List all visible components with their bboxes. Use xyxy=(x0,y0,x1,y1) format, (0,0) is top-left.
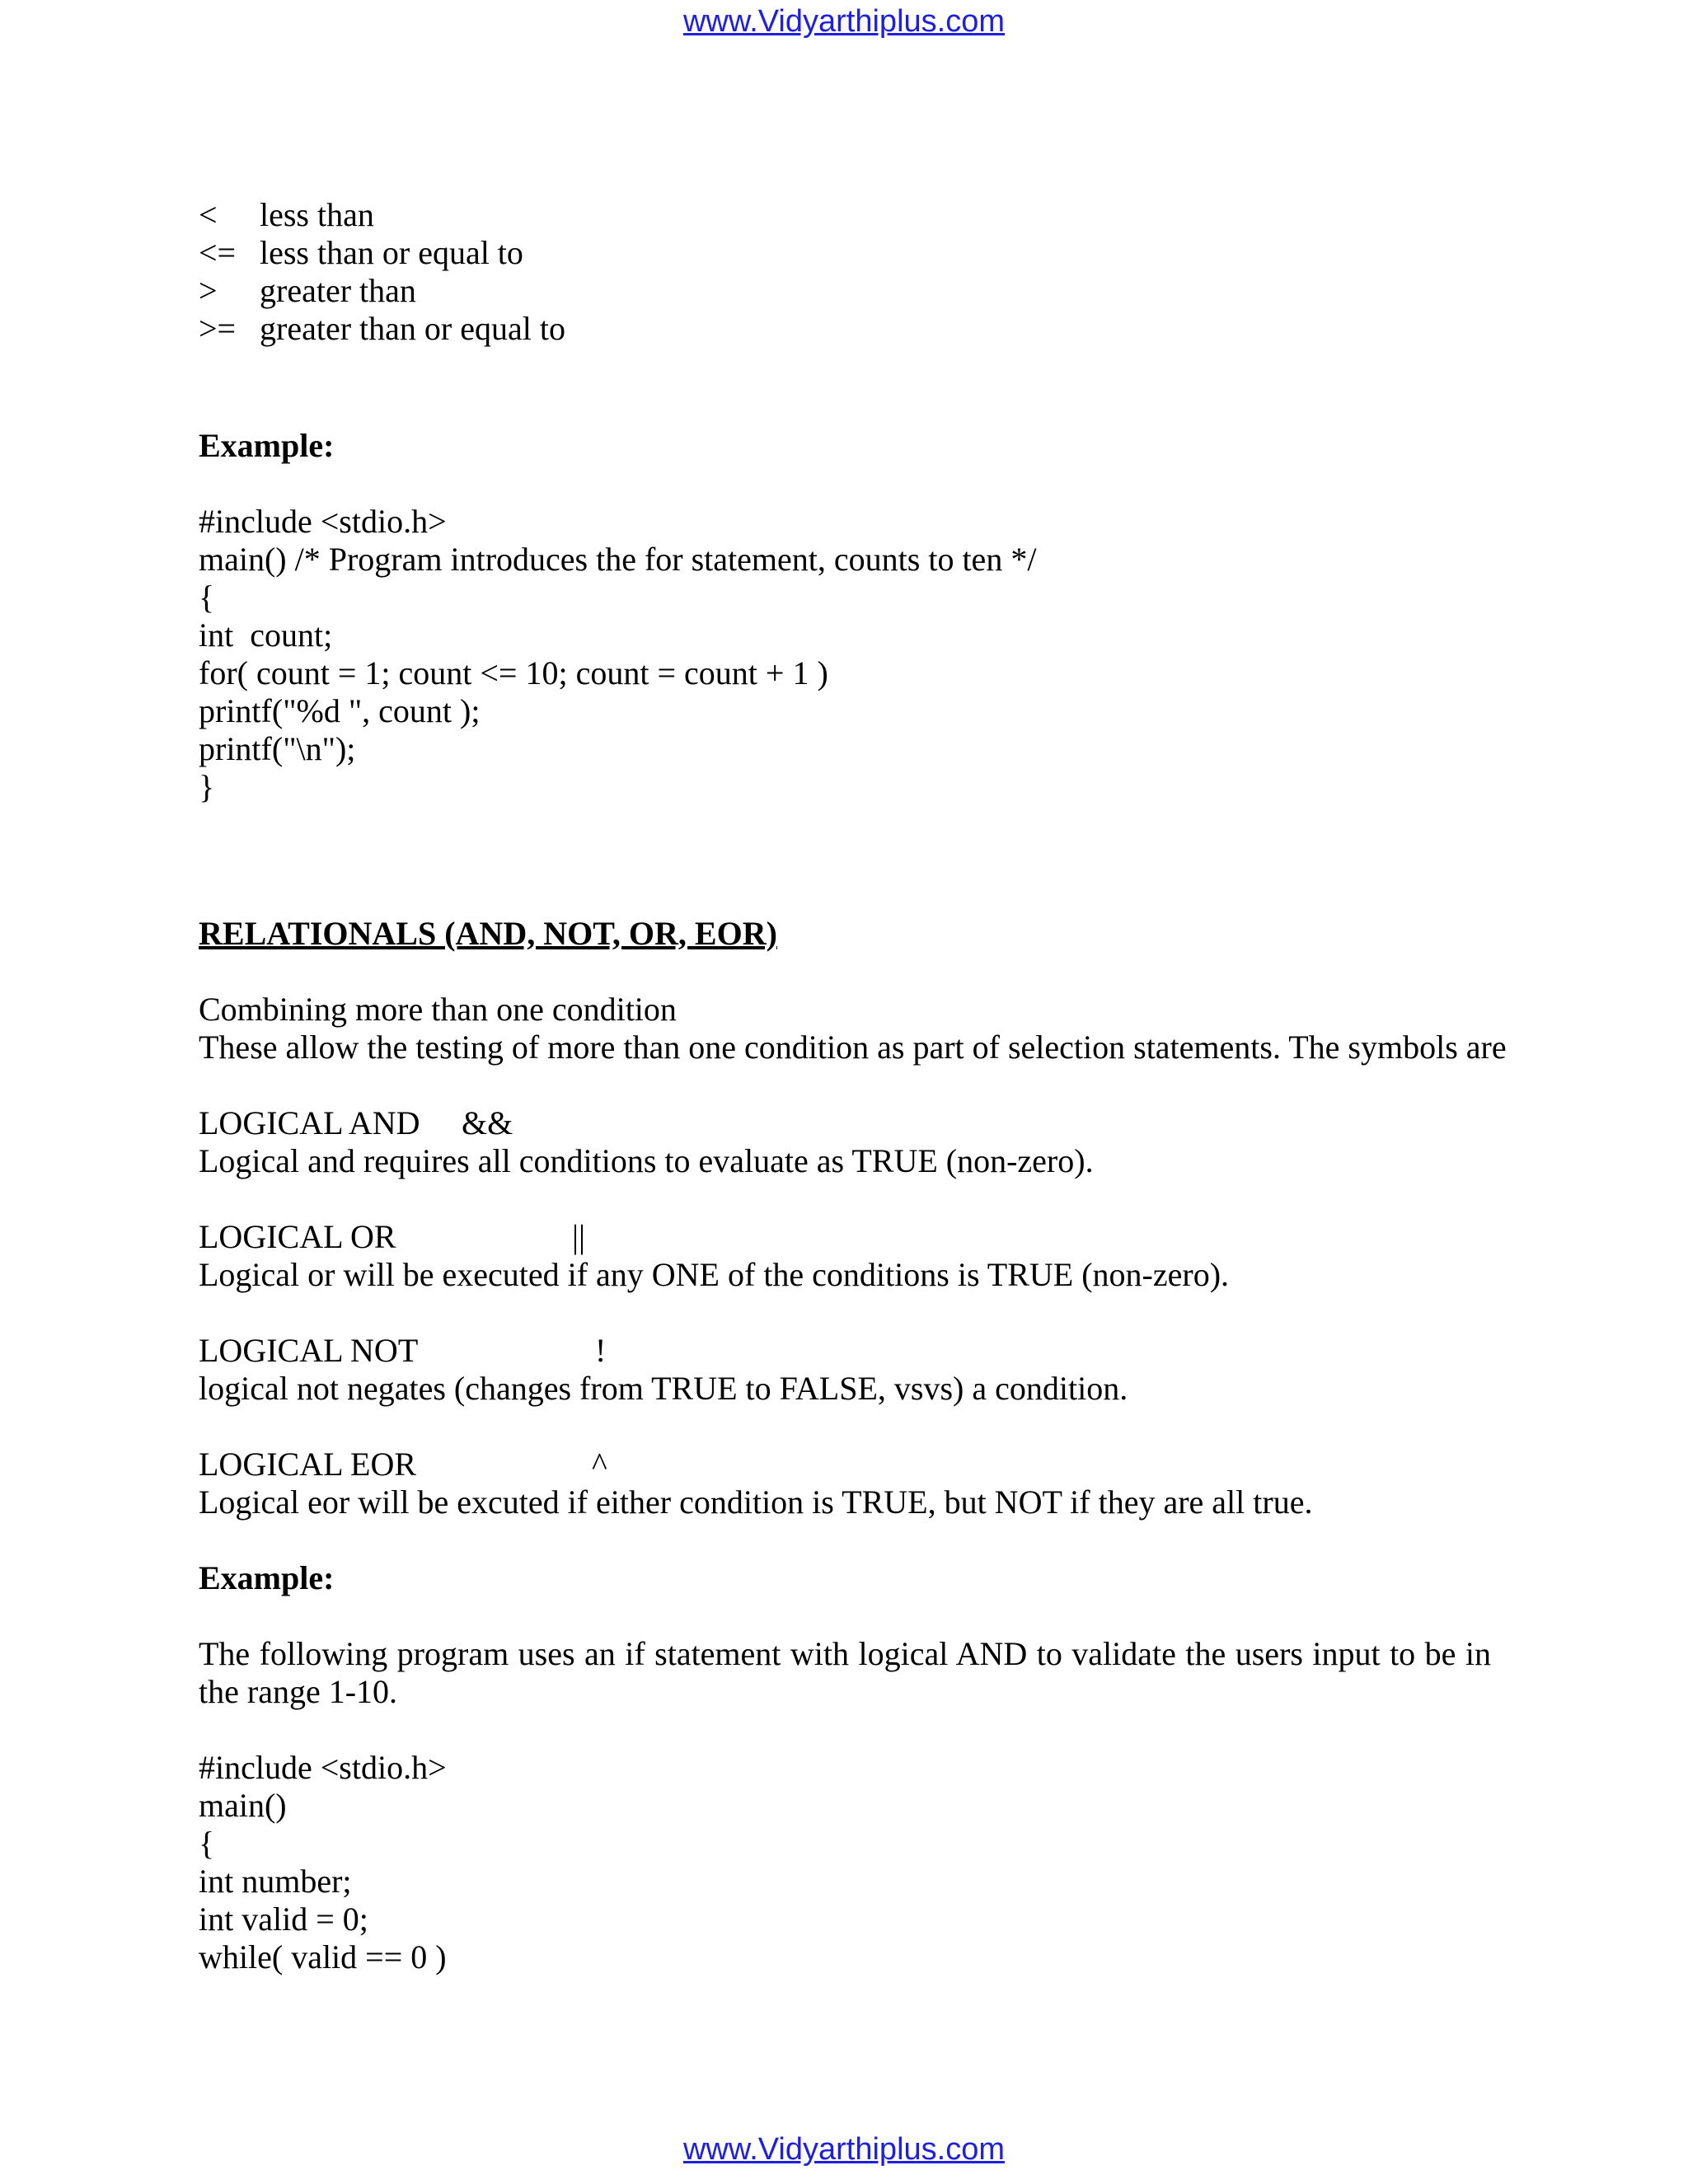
code-line: { xyxy=(199,579,215,616)
code-line: #include <stdio.h> xyxy=(199,503,447,540)
logical-operator-symbol: ! xyxy=(595,1332,607,1369)
logical-operator-name: LOGICAL EOR xyxy=(199,1446,417,1483)
code-line: #include <stdio.h> xyxy=(199,1749,447,1786)
code-line: { xyxy=(199,1825,215,1862)
code-line: int number; xyxy=(199,1863,352,1900)
operator-description: greater than xyxy=(260,272,416,309)
operator-description: less than xyxy=(260,196,374,233)
paragraph: Logical and requires all conditions to evaluate as TRUE (non-zero). xyxy=(199,1142,1094,1179)
paragraph: logical not negates (changes from TRUE to FALSE, vsvs) a condition. xyxy=(199,1370,1128,1407)
paragraph: These allow the testing of more than one condition as part of selection statements. The symbols are xyxy=(199,1029,1507,1066)
operator-description: greater than or equal to xyxy=(260,310,565,347)
logical-operator-name: LOGICAL NOT xyxy=(199,1332,419,1369)
section-heading: RELATIONALS (AND, NOT, OR, EOR) xyxy=(199,915,777,952)
header-link[interactable]: www.Vidyarthiplus.com xyxy=(682,4,1005,39)
operator-symbol: > xyxy=(199,272,218,309)
example-heading: Example: xyxy=(199,427,335,464)
operator-symbol: <= xyxy=(199,234,237,271)
code-line: } xyxy=(199,768,215,805)
logical-operator-symbol: && xyxy=(462,1104,513,1141)
operator-symbol: >= xyxy=(199,310,237,347)
code-line: for( count = 1; count <= 10; count = count + 1 ) xyxy=(199,654,828,691)
logical-operator-name: LOGICAL OR xyxy=(199,1218,396,1255)
operator-symbol: < xyxy=(199,196,218,233)
logical-operator-symbol: || xyxy=(572,1218,586,1255)
logical-operator-name: LOGICAL AND xyxy=(199,1104,420,1141)
code-line: printf("\n"); xyxy=(199,730,356,767)
code-line: printf("%d ", count ); xyxy=(199,692,481,729)
paragraph: Logical eor will be excuted if either condition is TRUE, but NOT if they are all true. xyxy=(199,1483,1313,1521)
code-line: main() xyxy=(199,1787,287,1824)
logical-operator-symbol: ^ xyxy=(592,1446,607,1483)
footer-link[interactable]: www.Vidyarthiplus.com xyxy=(682,2132,1005,2167)
code-line: while( valid == 0 ) xyxy=(199,1938,447,1975)
paragraph: Logical or will be executed if any ONE of the conditions is TRUE (non-zero). xyxy=(199,1256,1230,1293)
paragraph: Combining more than one condition xyxy=(199,991,677,1028)
code-line: int valid = 0; xyxy=(199,1900,368,1938)
paragraph: The following program uses an if statement with logical AND to validate the users input to be in the range 1-10. xyxy=(199,1635,1491,1710)
code-line: main() /* Program introduces the for statement, counts to ten */ xyxy=(199,541,1037,578)
code-line: int count; xyxy=(199,616,333,654)
operator-description: less than or equal to xyxy=(260,234,523,271)
example-heading: Example: xyxy=(199,1559,335,1596)
